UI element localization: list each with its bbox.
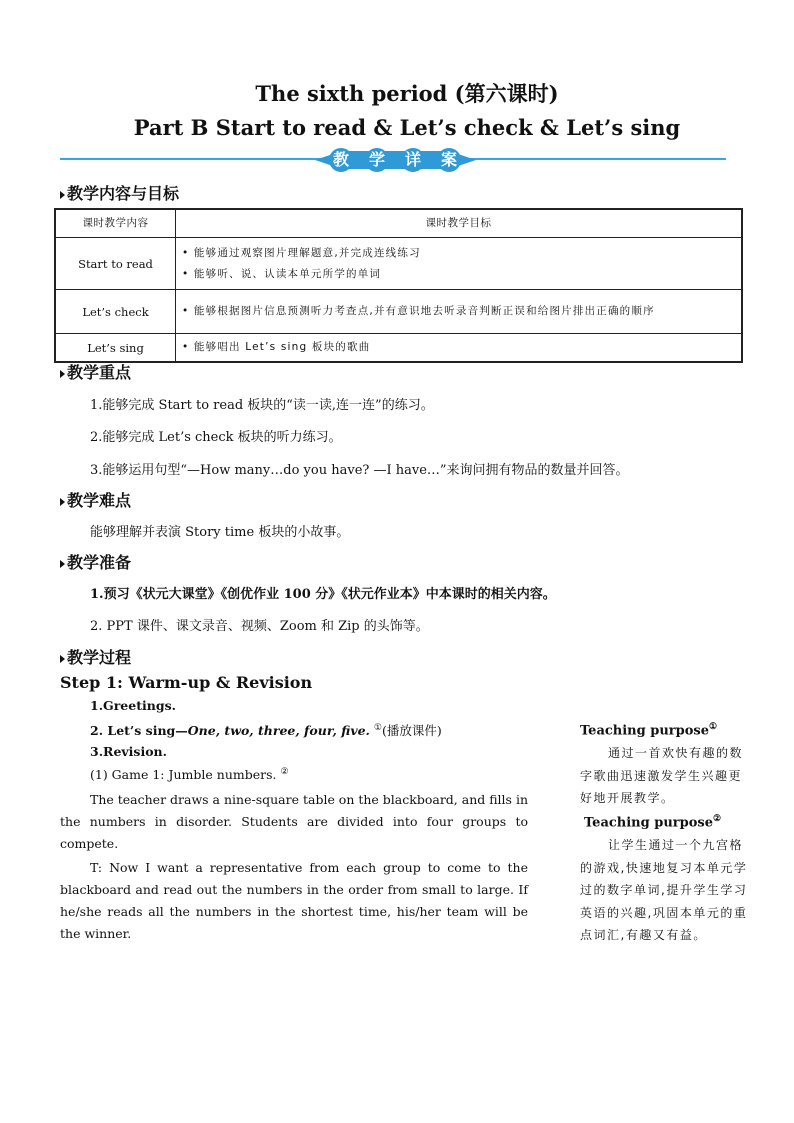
banner-pill — [323, 148, 468, 172]
greetings: 1.Greetings. — [90, 698, 176, 713]
page-title: The sixth period (第六课时) — [255, 81, 559, 106]
page-subtitle: Part B Start to read & Let’s check & Let’s sing — [133, 115, 681, 140]
banner-char: 详 — [401, 148, 425, 172]
table-header-goals: 课时教学目标 — [176, 209, 743, 238]
teaching-purpose-2-text: 让学生通过一个九宫格的游戏,快速地复习本单元学过的数字单词,提升学生学习英语的兴趣,巩固本单元的重点词汇,有趣又有益。 — [580, 838, 748, 942]
section-banner — [60, 148, 726, 174]
lets-sing-line: 2. Let’s sing—One, two, three, four, five. ①(播放课件) — [90, 722, 442, 738]
game-description: The teacher draws a nine-square table on the blackboard, and fills in the numbers in disorder. Students are divided into four groups to compete. — [60, 792, 528, 851]
table-cell-content: Start to read — [55, 238, 176, 290]
game-line: (1) Game 1: Jumble numbers. ② — [90, 767, 289, 783]
table-cell-goals: • 能够唱出 Let’s sing 板块的歌曲 — [176, 334, 743, 363]
banner-char: 案 — [437, 148, 461, 172]
step-1-heading: Step 1: Warm-up & Revision — [60, 673, 313, 692]
section-heading-content: 教学内容与目标 — [60, 181, 179, 204]
prep-item-2: 2. PPT 课件、课文录音、视频、Zoom 和 Zip 的头饰等。 — [90, 619, 429, 634]
section-heading-difficult: 教学难点 — [60, 488, 131, 511]
teacher-instruction: T: Now I want a representative from each group to come to the blackboard and read out the numbers in the order from small to large. If he/she reads all the numbers in the shortest time, his/her team will be the winner. — [60, 860, 528, 941]
difficult-point: 能够理解并表演 Story time 板块的小故事。 — [90, 525, 350, 540]
triangle-bullet-icon — [60, 655, 65, 663]
key-point-3: 3.能够运用句型“—How many…do you have? —I have…”来询问拥有物品的数量并回答。 — [90, 463, 629, 478]
table-cell-content: Let’s check — [55, 290, 176, 334]
banner-char: 教 — [329, 148, 353, 172]
table-cell-goals: • 能够通过观察图片理解题意,并完成连线练习 • 能够听、说、认读本单元所学的单词 — [176, 238, 743, 290]
teaching-purpose-1-text: 通过一首欢快有趣的数字歌曲迅速激发学生兴趣更好地开展教学。 — [580, 746, 744, 805]
table-cell-goals: • 能够根据图片信息预测听力考查点,并有意识地去听录音判断正误和给图片排出正确的顺序 — [176, 290, 743, 334]
key-point-2: 2.能够完成 Let’s check 板块的听力练习。 — [90, 430, 342, 445]
prep-item-1: 1.预习《状元大课堂》《创优作业 100 分》《状元作业本》中本课时的相关内容。 — [90, 587, 556, 602]
table-cell-content: Let’s sing — [55, 334, 176, 363]
section-heading-process: 教学过程 — [60, 645, 131, 668]
objectives-table — [54, 208, 743, 363]
revision: 3.Revision. — [90, 744, 167, 759]
triangle-bullet-icon — [60, 191, 65, 199]
teaching-purpose-2-heading: Teaching purpose② — [584, 814, 722, 831]
section-heading-key: 教学重点 — [60, 360, 131, 383]
banner-char: 学 — [365, 148, 389, 172]
table-header-content: 课时教学内容 — [55, 209, 176, 238]
section-heading-prep: 教学准备 — [60, 550, 131, 573]
triangle-bullet-icon — [60, 560, 65, 568]
teaching-purpose-1-heading: Teaching purpose① — [580, 722, 718, 739]
triangle-bullet-icon — [60, 370, 65, 378]
key-point-1: 1.能够完成 Start to read 板块的“读一读,连一连”的练习。 — [90, 398, 434, 413]
triangle-bullet-icon — [60, 498, 65, 506]
